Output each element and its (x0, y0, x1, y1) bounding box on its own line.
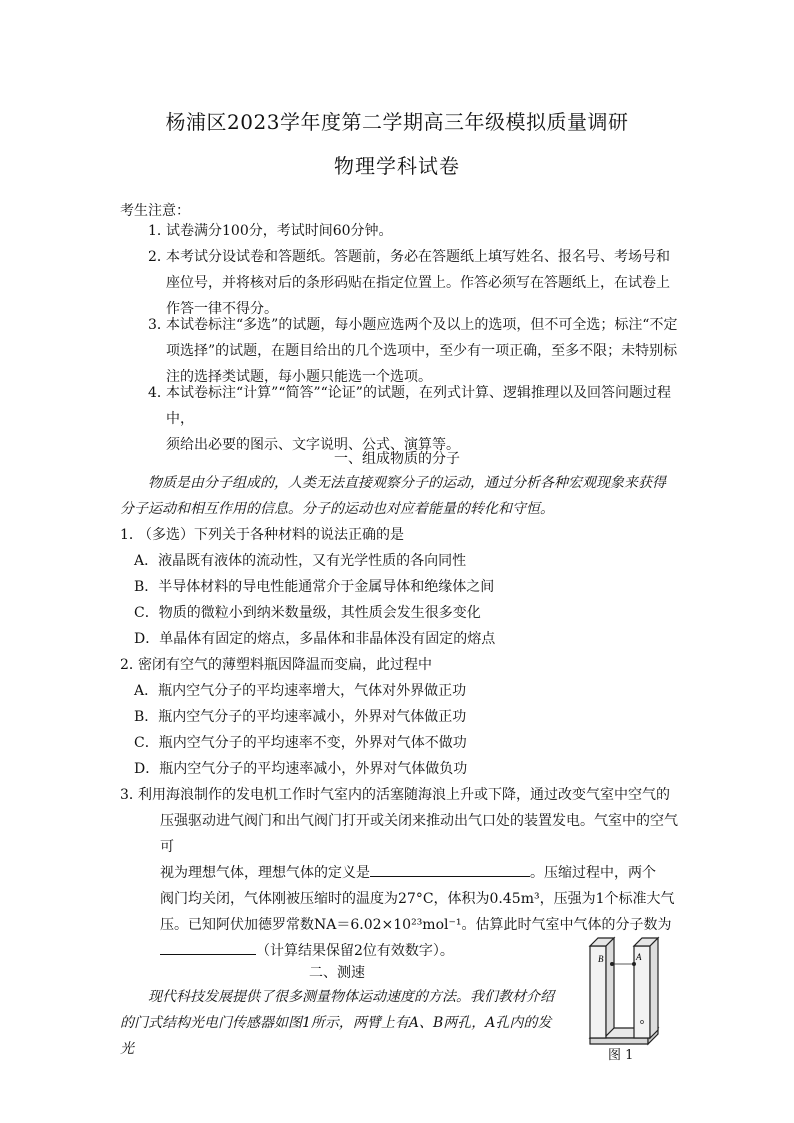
question-number: 2． (120, 657, 143, 673)
question-text: 视为理想气体，理想气体的定义是 (160, 865, 370, 881)
notice-item-number: 2． (148, 249, 171, 265)
section-intro (120, 470, 672, 496)
option: D．单晶体有固定的熔点，多晶体和非晶体没有固定的熔点 (134, 631, 496, 647)
section-text-line: 现代科技发展提供了很多测量物体运动速度的方法。我们教材介绍 (148, 989, 554, 1005)
question-line: 压。已知阿伏加德罗常数NA＝6.02×10²³mol⁻¹。估算此时气室中气体的分子数为 (160, 917, 672, 933)
section-title: 二、测速 (309, 965, 365, 981)
notice-item-line: 座位号，并将核对后的条形码贴在指定位置上。作答必须写在答题纸上，在试卷上 (166, 275, 670, 291)
option: A．液晶既有液体的流动性，又有光学性质的各向同性 (134, 553, 467, 569)
question-stem: 密闭有空气的薄塑料瓶因降温而变扁，此过程中 (138, 657, 432, 673)
notice-item (148, 244, 688, 322)
notice-item-line: 项选择”的试题，在题目给出的几个选项中，至少有一项正确，至多不限；未特别标 (166, 343, 678, 359)
option: B．半导体材料的导电性能通常介于金属导体和绝缘体之间 (134, 579, 495, 595)
question-number: 1． (120, 527, 143, 543)
notice-item-line: 作答一律不得分。 (166, 301, 278, 317)
notice-item-number: 4． (148, 385, 171, 401)
notice-item-line: 本考试分设试卷和答题纸。答题前，务必在答题纸上填写姓名、报名号、考场号和 (166, 249, 670, 265)
exam-subtitle: 物理学科试卷 (334, 154, 460, 178)
notice-item-line: 试卷满分100分，考试时间60分钟。 (166, 223, 393, 239)
question-number: 3． (120, 787, 143, 803)
section-title: 一、组成物质的分子 (334, 451, 460, 467)
notice-item-line: 本试卷标注“计算”“简答”“论证”的试题，在列式计算、逻辑推理以及回答问题过程中， (166, 385, 671, 427)
notice-item-number: 1． (148, 223, 171, 239)
intro-line: 物质是由分子组成的，人类无法直接观察分子的运动，通过分析各种宏观现象来获得 (148, 475, 666, 491)
option: C．物质的微粒小到纳米数量级，其性质会发生很多变化 (134, 605, 481, 621)
answer-blank-molecule-count[interactable] (160, 940, 256, 955)
notice-item-number: 3． (148, 317, 171, 333)
notice-item (148, 380, 688, 453)
question-line-with-blank (138, 860, 678, 886)
notice-item (148, 312, 688, 390)
question-line: 阀门均关闭，气体刚被压缩时的温度为27°C，体积为0.45m³，压强为1个标准大气 (160, 891, 675, 907)
photogate-figure (578, 930, 668, 1060)
question (120, 652, 680, 678)
question-line: 压强驱动进气阀门和出气阀门打开或关闭来推动出气口处的装置发电。气室中的空气可 (160, 813, 678, 855)
question (120, 782, 680, 959)
notice-item (148, 218, 688, 244)
notice-item-line: 注的选择类试题，每小题只能选一个选项。 (166, 369, 432, 385)
question-line: 利用海浪制作的发电机工作时气室内的活塞随海浪上升或下降，通过改变气室中空气的 (138, 787, 670, 803)
intro-line: 分子运动和相互作用的信息。分子的运动也对应着能量的转化和守恒。 (120, 501, 554, 517)
label-a: A (636, 952, 642, 962)
option: D．瓶内空气分子的平均速率减小，外界对气体做负功 (134, 761, 468, 777)
notice-item-line: 须给出必要的图示、文字说明、公式、演算等。 (166, 437, 460, 453)
question (120, 522, 680, 548)
label-b: B (598, 954, 604, 964)
exam-title: 杨浦区2023学年度第二学期高三年级模拟质量调研 (165, 110, 629, 134)
section-intro (120, 496, 672, 522)
question-stem: （多选）下列关于各种材料的说法正确的是 (138, 527, 404, 543)
answer-blank-definition[interactable] (370, 862, 530, 877)
notice-item-line: 本试卷标注“多选”的试题，每小题应选两个及以上的选项，但不可全选；标注“不定 (166, 317, 678, 333)
figure-caption: 图 1 (608, 1048, 634, 1063)
option: C．瓶内空气分子的平均速率不变，外界对气体不做功 (134, 735, 467, 751)
question-text: 。压缩过程中，两个 (530, 865, 656, 881)
option: B．瓶内空气分子的平均速率减小，外界对气体做正功 (134, 709, 467, 725)
option: A．瓶内空气分子的平均速率增大，气体对外界做正功 (134, 683, 467, 699)
section-text-line: 的门式结构光电门传感器如图1所示，两臂上有A、B两孔，A孔内的发光 (120, 1015, 552, 1057)
notice-heading: 考生注意： (120, 203, 190, 219)
question-text: （计算结果保留2位有效数字）。 (256, 943, 454, 959)
